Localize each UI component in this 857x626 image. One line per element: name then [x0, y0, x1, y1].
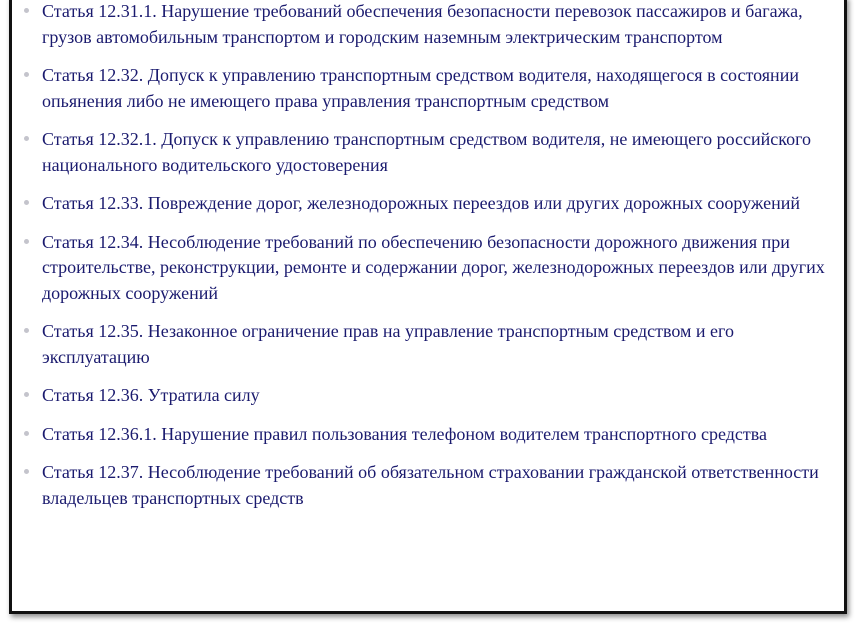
bullet-icon	[24, 392, 29, 397]
article-link-12-31-1[interactable]: Статья 12.31.1. Нарушение требований обеспечения безопасности перевозок пассажиров и багажа, грузов автомобильным транспортом и городским наземным электрическим транспортом	[42, 1, 803, 47]
bullet-icon	[24, 469, 29, 474]
article-link-12-35[interactable]: Статья 12.35. Незаконное ограничение прав на управление транспортным средством и его эксплуатацию	[42, 321, 734, 367]
bullet-icon	[24, 72, 29, 77]
article-link-12-32[interactable]: Статья 12.32. Допуск к управлению транспортным средством водителя, находящегося в состоянии опьянения либо не имеющего права управления транспортным средством	[42, 65, 799, 111]
list-item	[23, 422, 833, 448]
bullet-icon	[24, 328, 29, 333]
list-item	[23, 63, 833, 114]
list-item	[23, 191, 833, 217]
document-frame	[9, 0, 847, 614]
list-item	[23, 127, 833, 178]
bullet-icon	[24, 431, 29, 436]
list-item	[23, 230, 833, 307]
list-item	[23, 319, 833, 370]
article-link-12-32-1[interactable]: Статья 12.32.1. Допуск к управлению транспортным средством водителя, не имеющего российского национального водительского удостоверения	[42, 129, 812, 175]
article-list	[23, 0, 833, 524]
article-link-12-36[interactable]: Статья 12.36. Утратила силу	[42, 385, 260, 405]
list-item	[23, 383, 833, 409]
bullet-icon	[24, 239, 29, 244]
article-link-12-33[interactable]: Статья 12.33. Повреждение дорог, железнодорожных переездов или других дорожных сооружений	[42, 193, 800, 213]
bullet-icon	[24, 200, 29, 205]
bullet-icon	[24, 8, 29, 13]
list-item	[23, 460, 833, 511]
bullet-icon	[24, 136, 29, 141]
article-link-12-36-1[interactable]: Статья 12.36.1. Нарушение правил пользования телефоном водителем транспортного средства	[42, 423, 768, 444]
article-link-12-34[interactable]: Статья 12.34. Несоблюдение требований по обеспечению безопасности дорожного движения при строительстве, реконструкции, ремонте и содержании дорог, железнодорожных переездов или других дорожных сооружений	[42, 231, 825, 303]
list-item	[23, 0, 833, 50]
article-link-12-37[interactable]: Статья 12.37. Несоблюдение требований об обязательном страховании гражданской ответственности владельцев транспортных средств	[42, 462, 819, 508]
